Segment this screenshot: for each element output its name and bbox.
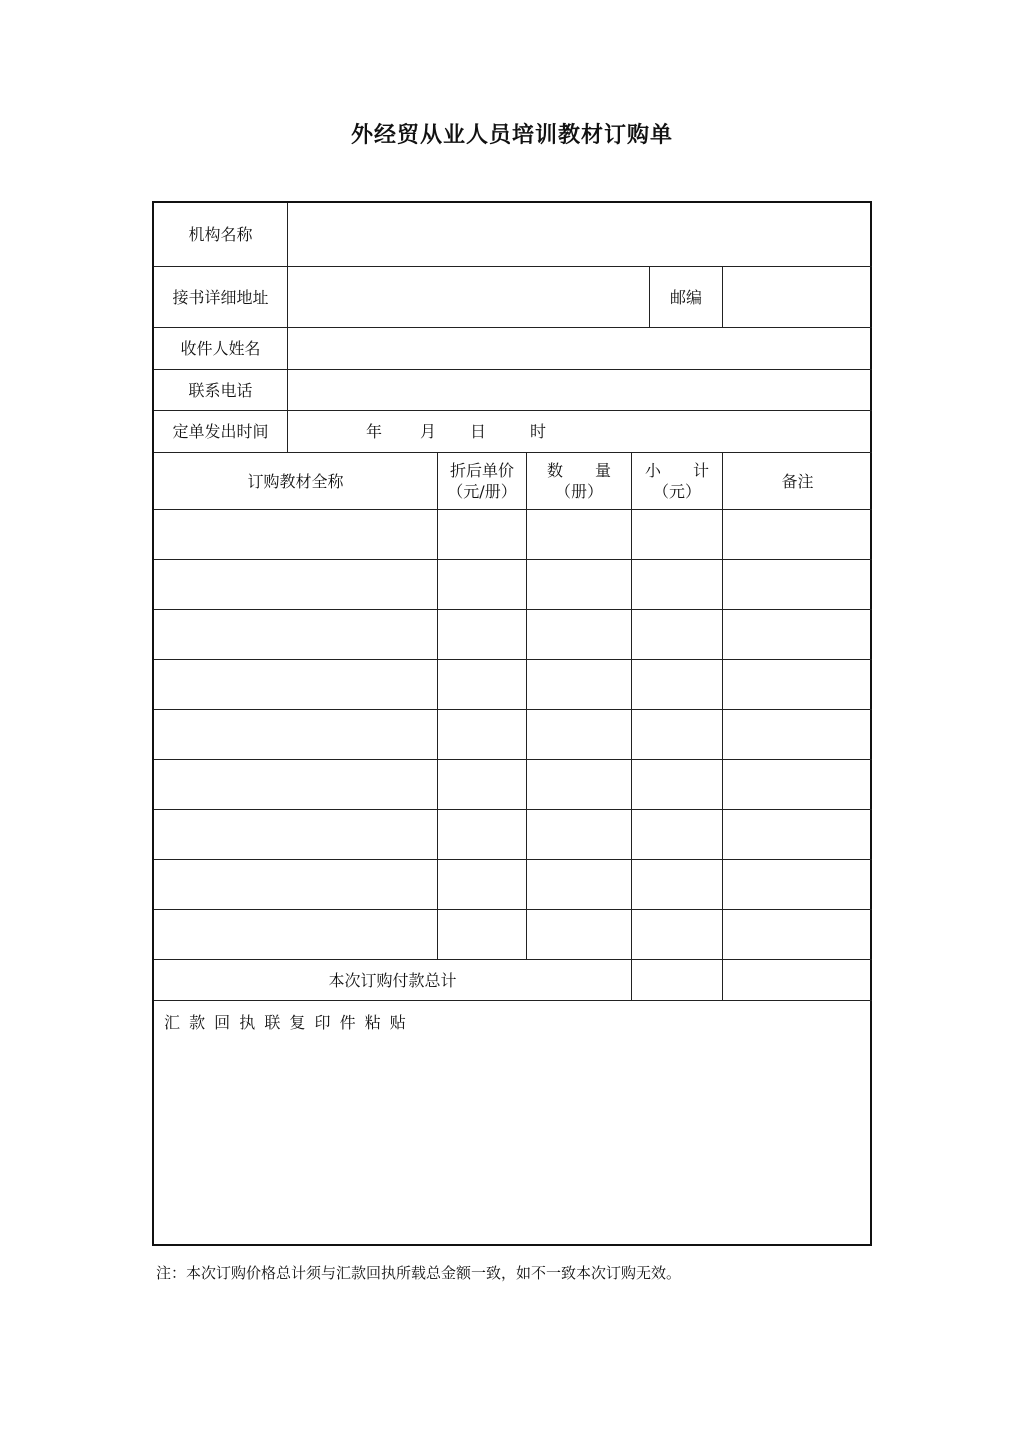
qty-cell[interactable]: [527, 560, 632, 610]
total-remarks-field[interactable]: [723, 960, 872, 1001]
book-name-cell[interactable]: [154, 610, 438, 660]
subtotal-header-line2: （元）: [652, 482, 701, 501]
remarks-cell[interactable]: [723, 560, 872, 610]
order-time-label: 定单发出时间: [154, 411, 288, 453]
unit-price-cell[interactable]: [438, 760, 527, 810]
year-unit: 年: [366, 422, 383, 441]
subtotal-cell[interactable]: [632, 810, 723, 860]
qty-cell[interactable]: [527, 660, 632, 710]
recipient-label: 收件人姓名: [154, 328, 288, 370]
unit-price-header-line2: （元/册）: [447, 482, 517, 501]
book-name-cell[interactable]: [154, 910, 438, 960]
org-name-label: 机构名称: [154, 203, 288, 267]
book-name-cell[interactable]: [154, 810, 438, 860]
subtotal-cell[interactable]: [632, 860, 723, 910]
unit-price-cell[interactable]: [438, 660, 527, 710]
subtotal-cell[interactable]: [632, 610, 723, 660]
qty-cell[interactable]: [527, 760, 632, 810]
order-form: [152, 201, 872, 1246]
qty-cell[interactable]: [527, 610, 632, 660]
book-name-cell[interactable]: [154, 660, 438, 710]
remittance-label: 汇 款 回 执 联 复 印 件 粘 贴: [164, 1013, 408, 1032]
address-field[interactable]: [288, 267, 650, 328]
footnote: 注：本次订购价格总计须与汇款回执所载总金额一致，如不一致本次订购无效。: [156, 1264, 682, 1282]
subtotal-cell[interactable]: [632, 510, 723, 560]
total-amount-field[interactable]: [632, 960, 723, 1001]
book-name-cell[interactable]: [154, 510, 438, 560]
subtotal-cell[interactable]: [632, 560, 723, 610]
qty-header-line2: （册）: [554, 482, 603, 501]
subtotal-cell[interactable]: [632, 710, 723, 760]
recipient-field[interactable]: [288, 328, 872, 370]
remarks-cell[interactable]: [723, 710, 872, 760]
unit-price-cell[interactable]: [438, 910, 527, 960]
total-label: 本次订购付款总计: [154, 960, 632, 1001]
remarks-cell[interactable]: [723, 510, 872, 560]
book-name-header: 订购教材全称: [154, 453, 438, 510]
remarks-cell[interactable]: [723, 610, 872, 660]
phone-label: 联系电话: [154, 370, 288, 411]
postcode-label: 邮编: [650, 267, 723, 328]
book-name-cell[interactable]: [154, 860, 438, 910]
month-unit: 月: [420, 422, 437, 441]
qty-cell[interactable]: [527, 510, 632, 560]
remarks-cell[interactable]: [723, 810, 872, 860]
qty-cell[interactable]: [527, 910, 632, 960]
subtotal-cell[interactable]: [632, 910, 723, 960]
subtotal-cell[interactable]: [632, 760, 723, 810]
remarks-cell[interactable]: [723, 910, 872, 960]
qty-cell[interactable]: [527, 860, 632, 910]
qty-cell[interactable]: [527, 810, 632, 860]
remittance-paste-area: [154, 1001, 872, 1244]
unit-price-cell[interactable]: [438, 810, 527, 860]
book-name-cell[interactable]: [154, 560, 438, 610]
unit-price-cell[interactable]: [438, 510, 527, 560]
qty-header-line1: 数 量: [546, 461, 611, 480]
hour-unit: 时: [530, 422, 547, 441]
qty-header: [527, 453, 632, 510]
unit-price-cell[interactable]: [438, 710, 527, 760]
subtotal-cell[interactable]: [632, 660, 723, 710]
unit-price-cell[interactable]: [438, 560, 527, 610]
remarks-cell[interactable]: [723, 660, 872, 710]
remarks-header: 备注: [723, 453, 872, 510]
unit-price-cell[interactable]: [438, 610, 527, 660]
remarks-cell[interactable]: [723, 760, 872, 810]
book-name-cell[interactable]: [154, 710, 438, 760]
unit-price-header-line1: 折后单价: [449, 461, 514, 480]
qty-cell[interactable]: [527, 710, 632, 760]
order-time-field[interactable]: [288, 411, 872, 453]
subtotal-header-line1: 小 计: [644, 461, 709, 480]
postcode-field[interactable]: [723, 267, 872, 328]
unit-price-header: [438, 453, 527, 510]
page-title: 外经贸从业人员培训教材订购单: [350, 123, 673, 148]
book-name-cell[interactable]: [154, 760, 438, 810]
unit-price-cell[interactable]: [438, 860, 527, 910]
phone-field[interactable]: [288, 370, 872, 411]
subtotal-header: [632, 453, 723, 510]
org-name-field[interactable]: [288, 203, 872, 267]
address-label: 接书详细地址: [154, 267, 288, 328]
day-unit: 日: [470, 422, 487, 441]
remarks-cell[interactable]: [723, 860, 872, 910]
